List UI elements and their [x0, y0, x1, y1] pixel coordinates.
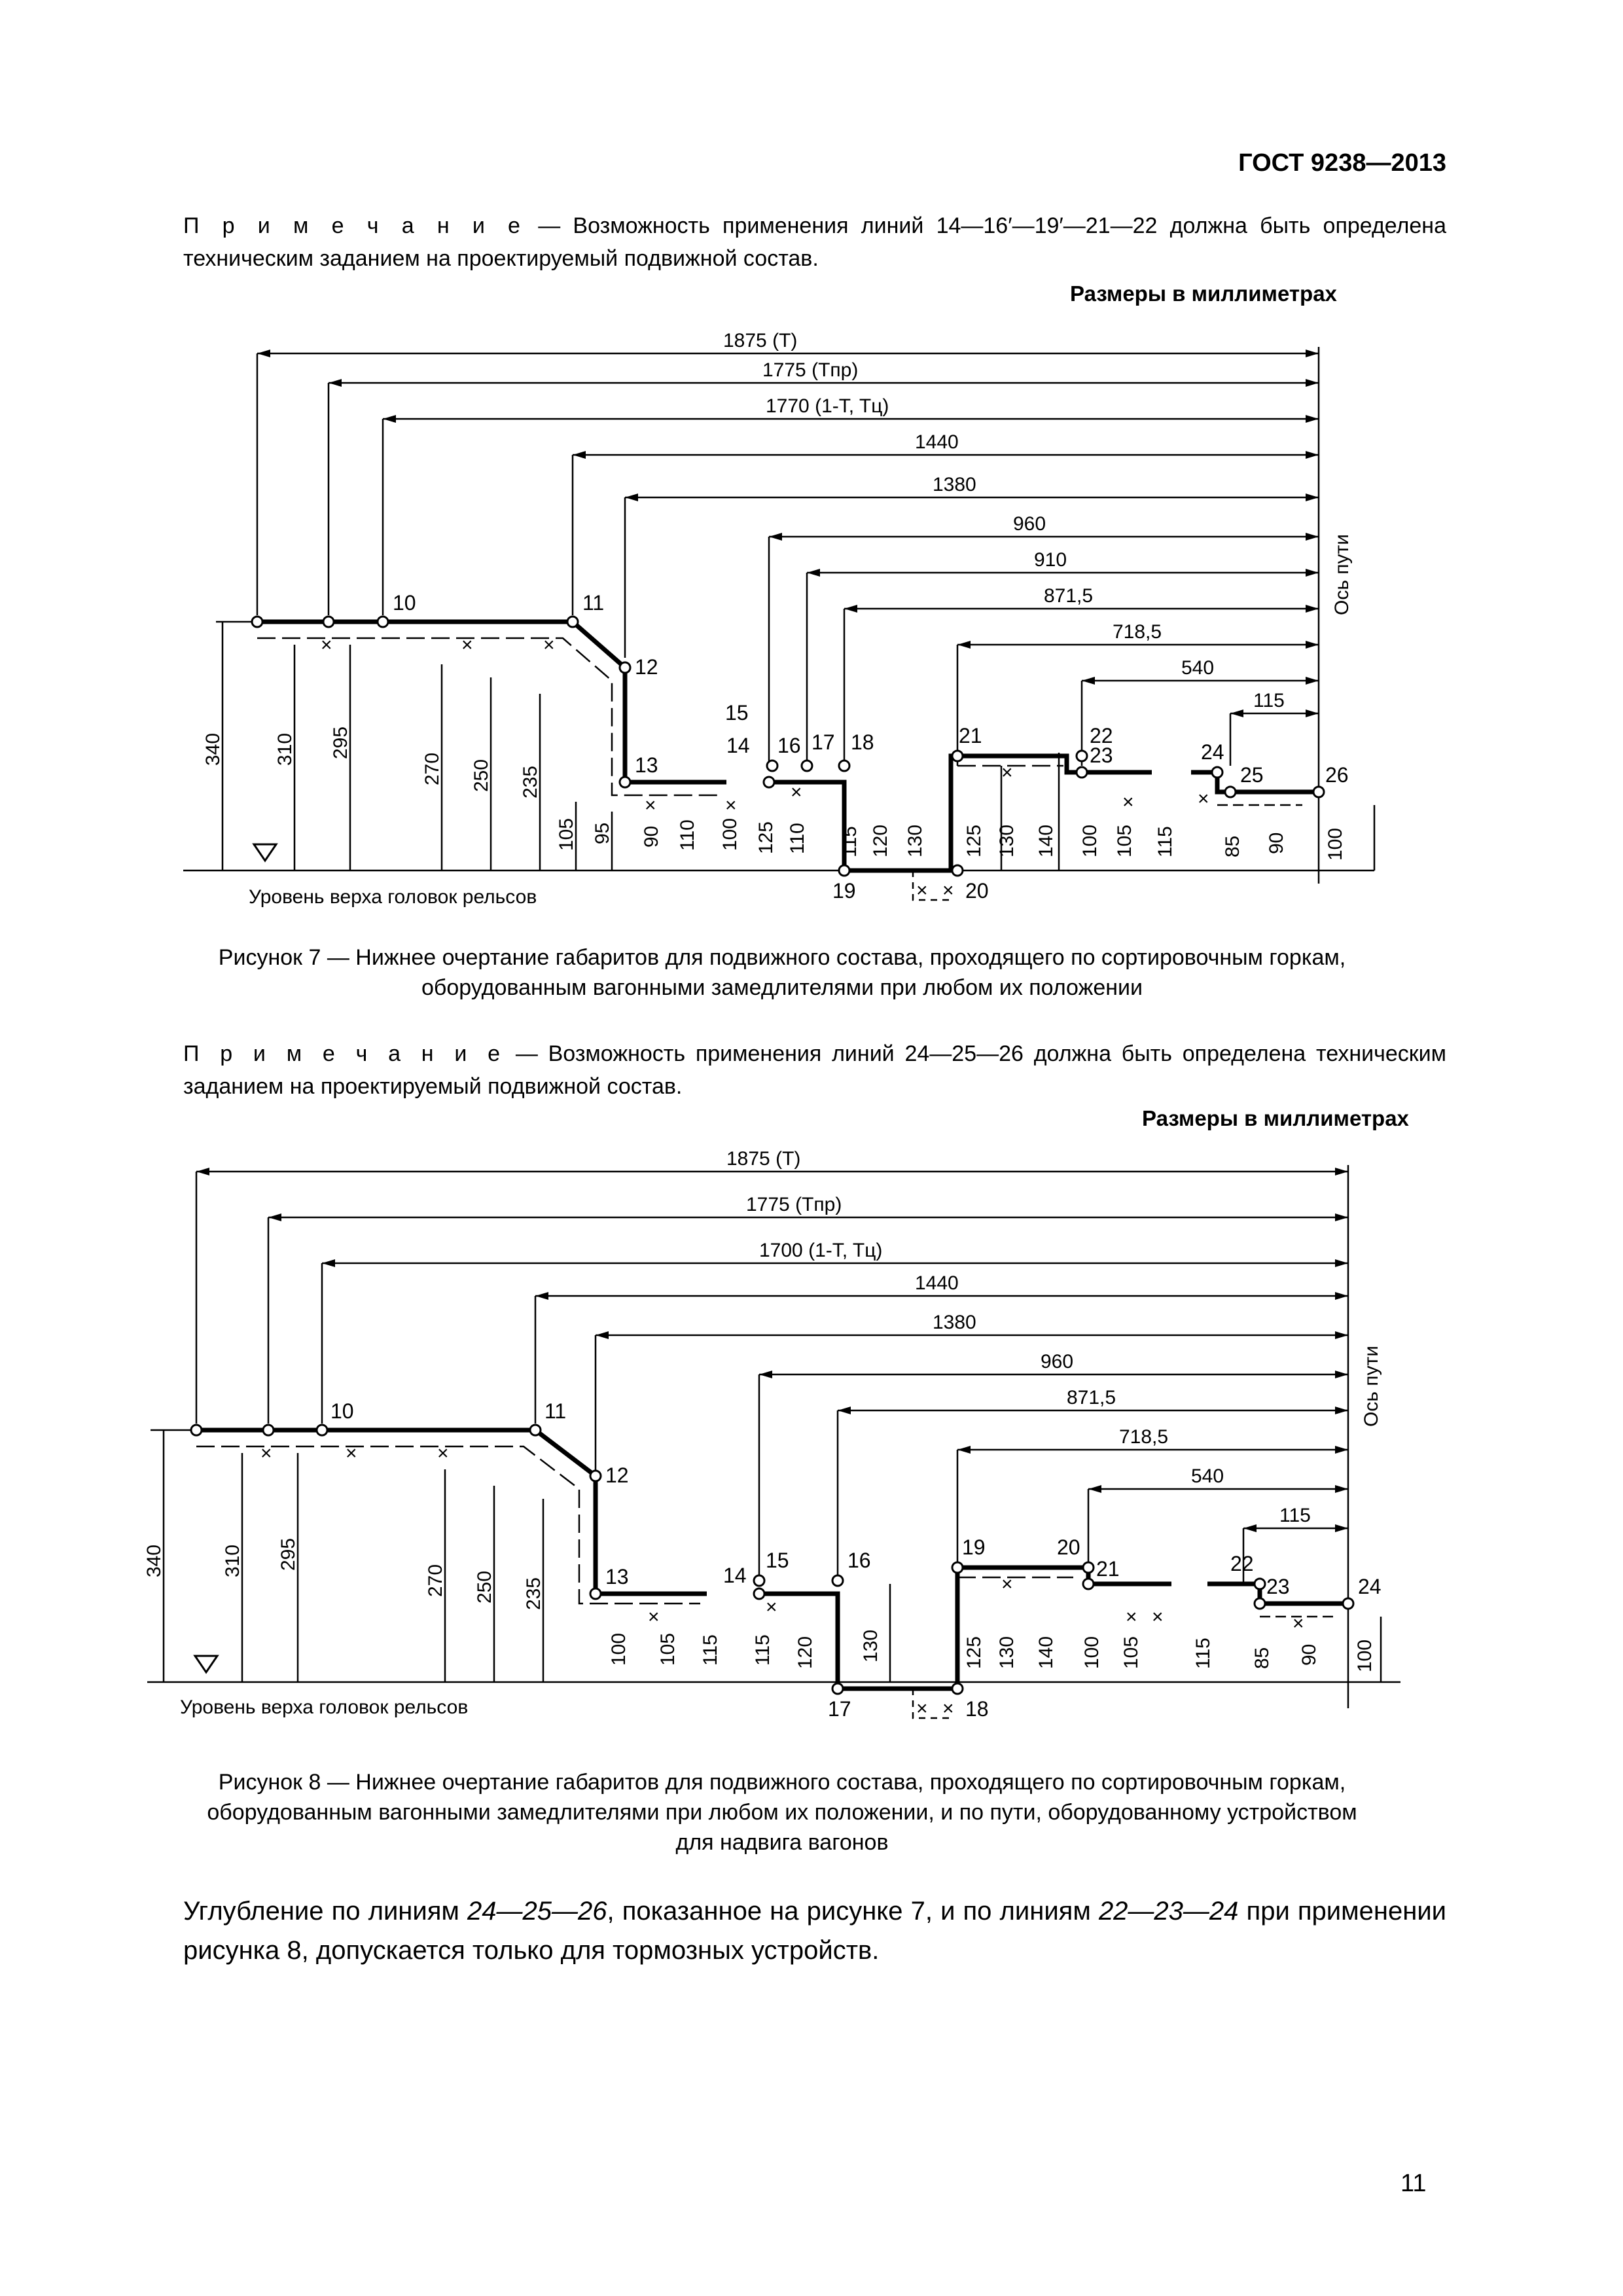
fig8-vdim-250: 250 [474, 1570, 495, 1604]
fig8-dim-1380: 1380 [933, 1312, 976, 1333]
svg-text:1875 (T) [723, 330, 797, 351]
units-label-fig8: Размеры в миллиметрах [1142, 1106, 1409, 1130]
fig8-pt-11: 11 [544, 1399, 567, 1423]
svg-text:×: × [942, 880, 954, 901]
fig7-pt-16: 16 [777, 734, 801, 757]
fig7-axis-label: Ось пути [1331, 533, 1353, 615]
fig7-pt-24: 24 [1201, 740, 1224, 764]
fig8-rail-label: Уровень верха головок рельсов [180, 1696, 469, 1718]
figure-7-caption [118, 942, 1446, 1003]
fig8-vdim-100b: 100 [1081, 1636, 1103, 1669]
fig7-vdim-90: 90 [641, 825, 662, 848]
fig7-vdim-85: 85 [1222, 835, 1243, 857]
note-1-label: П р и м е ч а н и е [183, 213, 526, 238]
fig8-vdim-130: 130 [860, 1629, 882, 1662]
fig7-vdim-125b: 125 [963, 824, 985, 857]
fig8-vdim-270: 270 [425, 1564, 446, 1597]
fig8-vdim-100c: 100 [1354, 1639, 1376, 1672]
note-2 [118, 1037, 1446, 1103]
fig7-vdim-250: 250 [471, 759, 492, 792]
page-number: 11 [1400, 2170, 1427, 2197]
fig7-dim-115: 115 [1253, 690, 1285, 711]
svg-text:×: × [942, 1698, 954, 1719]
fig7-dim-718-5: 718,5 [1113, 621, 1162, 643]
fig8-pt-18: 18 [965, 1697, 989, 1721]
svg-text:×: × [321, 634, 332, 656]
fig7-dim-540: 540 [1181, 657, 1215, 679]
svg-text:×: × [346, 1443, 357, 1464]
svg-text:×: × [1198, 788, 1209, 810]
fig8-pt-17: 17 [828, 1697, 851, 1721]
fig7-vdim-130b: 130 [996, 824, 1018, 857]
figure-7-drawing [0, 308, 1623, 936]
fig7-rail-label: Уровень верха головок рельсов [249, 886, 537, 908]
fig7-vdim-90b: 90 [1266, 832, 1287, 854]
fig7-vdim-110: 110 [677, 819, 698, 851]
fig7-pt-10: 10 [393, 591, 416, 615]
fig8-pt-22: 22 [1230, 1552, 1254, 1575]
units-label-fig7: Размеры в миллиметрах [1070, 281, 1337, 306]
fig7-vdim-120: 120 [870, 824, 891, 857]
fig8-vdim-235: 235 [523, 1577, 544, 1610]
fig8-vdim-340: 340 [143, 1544, 165, 1577]
svg-text:×: × [916, 1698, 928, 1719]
fig8-pt-14: 14 [723, 1564, 747, 1587]
fig7-vdim-100c: 100 [1325, 827, 1346, 861]
fig7-outline [257, 622, 1319, 900]
fig8-pt-15: 15 [766, 1549, 789, 1572]
fig8-point-labels [330, 1399, 1382, 1721]
fig8-horizontal-dim-labels [726, 1148, 1311, 1526]
fig7-vdim-130: 130 [904, 824, 926, 857]
fig7-vdim-115: 115 [839, 826, 861, 857]
svg-text:1440 [915, 431, 959, 453]
fig8-dim-1775: 1775 (Tпр) [746, 1194, 842, 1215]
fig8-pt-23: 23 [1266, 1575, 1290, 1598]
fig8-vdim-115: 115 [700, 1634, 721, 1666]
fig7-dim-960: 960 [1013, 513, 1046, 535]
fig8-vdim-115c: 115 [1192, 1638, 1214, 1669]
svg-text:×: × [1293, 1613, 1304, 1634]
fig8-rail-level-marker [195, 1656, 217, 1672]
svg-text:×: × [1001, 762, 1013, 783]
svg-text:×: × [1122, 791, 1134, 813]
svg-text:1775 (Tпр) [762, 359, 858, 381]
fig8-dim-115: 115 [1279, 1505, 1311, 1526]
svg-text:960 [1013, 513, 1046, 535]
fig7-pt-11: 11 [582, 591, 605, 615]
fig7-dim-871-5: 871,5 [1044, 585, 1094, 607]
fig8-vdim-140: 140 [1035, 1636, 1057, 1669]
paragraph-lines-ref-2: 22—23—24 [1098, 1897, 1239, 1926]
paragraph-part-2: , показанное на рисунке 7, и по линиям [607, 1897, 1099, 1926]
fig7-dim-1380: 1380 [933, 474, 976, 495]
svg-text:×: × [791, 781, 802, 803]
figure-7-caption-line-2: оборудованным вагонными замедлителями при любом их положении [421, 975, 1143, 1000]
fig8-dim-871-5: 871,5 [1067, 1387, 1116, 1408]
figure-8-caption-line-2: оборудованным вагонными замедлителями при любом их положении, и по пути, оборудованному устройством [207, 1800, 1357, 1825]
fig8-dim-718-5: 718,5 [1119, 1426, 1169, 1448]
fig8-dim-1875: 1875 (T) [726, 1148, 801, 1170]
note-2-label: П р и м е ч а н и е [183, 1041, 506, 1066]
fig8-pt-24: 24 [1358, 1575, 1382, 1598]
fig7-cross-marks [321, 634, 1209, 901]
fig7-pt-12: 12 [635, 655, 658, 679]
fig8-cross-marks [260, 1443, 1304, 1719]
fig8-dim-540: 540 [1191, 1465, 1224, 1487]
fig7-vdim-140: 140 [1035, 824, 1057, 857]
fig7-dim-1875: 1875 (T) [723, 330, 798, 351]
fig7-pt-26: 26 [1325, 763, 1349, 787]
fig7-vdim-100b: 100 [1079, 824, 1101, 857]
fig8-axis-label: Ось пути [1361, 1345, 1382, 1427]
figure-8-caption-line-3: для надвига вагонов [675, 1830, 889, 1855]
fig7-vdim-270: 270 [421, 752, 443, 785]
note-1 [118, 209, 1446, 275]
fig7-pt-25: 25 [1240, 763, 1264, 787]
fig7-pt-17: 17 [812, 730, 835, 754]
svg-text:540 [1181, 657, 1214, 679]
figure-8-drawing [0, 1132, 1623, 1761]
fig8-dim-960: 960 [1041, 1351, 1074, 1372]
note-2-text: — Возможность применения линий 24—25—26 должна быть определена техническим заданием на проектируемый подвижной состав. [183, 1041, 1446, 1099]
svg-text:1770 (1-T, Tц) [766, 395, 889, 417]
fig7-vdim-340: 340 [202, 732, 224, 766]
fig8-dim-1700: 1700 (1-T, Tц) [759, 1240, 883, 1261]
fig8-arrows [196, 1168, 1348, 1532]
fig8-vdim-115b: 115 [752, 1634, 774, 1666]
fig7-vdim-310: 310 [274, 732, 296, 766]
fig8-pt-20: 20 [1057, 1535, 1080, 1559]
fig7-pt-21: 21 [959, 724, 982, 747]
fig7-pt-14: 14 [726, 734, 750, 757]
fig7-dim-1775: 1775 (Tпр) [762, 359, 859, 381]
fig7-dim-910: 910 [1034, 549, 1067, 571]
svg-text:×: × [766, 1596, 777, 1618]
fig7-dim-1770: 1770 (1-T, Tц) [766, 395, 889, 417]
fig8-vdim-90: 90 [1298, 1643, 1320, 1666]
fig8-pt-16: 16 [847, 1549, 871, 1572]
fig7-vdim-110b: 110 [787, 823, 808, 854]
fig7-vdim-95: 95 [592, 822, 613, 844]
fig8-pt-10: 10 [330, 1399, 354, 1423]
fig7-vdim-115b: 115 [1154, 826, 1176, 857]
fig7-vdim-100: 100 [719, 817, 741, 851]
fig8-vdim-105b: 105 [1120, 1636, 1142, 1669]
fig7-pt-23: 23 [1090, 744, 1113, 767]
fig7-pt-19: 19 [832, 879, 856, 903]
fig8-pt-19: 19 [962, 1535, 986, 1559]
svg-text:×: × [645, 795, 656, 816]
svg-text:871,5 [1044, 585, 1093, 607]
paragraph-lines-ref-1: 24—25—26 [467, 1897, 607, 1926]
svg-text:×: × [1001, 1573, 1013, 1595]
fig7-vdim-105: 105 [556, 817, 577, 851]
fig8-vdim-125: 125 [963, 1636, 985, 1669]
fig7-vdim-295: 295 [330, 726, 351, 759]
svg-text:×: × [260, 1443, 272, 1464]
fig8-vdim-85: 85 [1251, 1647, 1273, 1669]
fig7-pt-13: 13 [635, 753, 658, 777]
svg-text:×: × [1126, 1606, 1137, 1628]
fig7-pt-18: 18 [851, 730, 874, 754]
fig7-vdim-105b: 105 [1114, 824, 1135, 857]
svg-text:×: × [461, 634, 473, 656]
fig7-dimension-lines [183, 347, 1374, 884]
figure-7-caption-line-1: Рисунок 7 — Нижнее очертание габаритов для подвижного состава, проходящего по сортировочным горкам, [218, 945, 1346, 970]
fig7-dim-1440: 1440 [915, 431, 959, 453]
fig8-vdim-100: 100 [608, 1632, 630, 1666]
svg-text:×: × [648, 1606, 660, 1628]
fig7-vdim-235: 235 [520, 765, 541, 798]
standard-header: ГОСТ 9238—2013 [1238, 149, 1446, 177]
figure-8-caption [118, 1767, 1446, 1857]
body-paragraph [118, 1892, 1446, 1970]
fig7-pt-15: 15 [725, 701, 749, 725]
fig8-outline [196, 1430, 1348, 1718]
fig7-pt-22: 22 [1090, 724, 1113, 747]
fig7-rail-level-marker [254, 844, 276, 861]
svg-text:×: × [543, 634, 555, 656]
fig7-vertical-dim-labels [202, 726, 1346, 861]
fig8-pt-12: 12 [605, 1463, 629, 1487]
fig8-dim-1440: 1440 [915, 1272, 959, 1294]
svg-text:718,5 [1113, 621, 1162, 643]
svg-text:115 [1253, 690, 1285, 711]
fig8-vdim-105: 105 [657, 1632, 679, 1666]
fig8-pt-13: 13 [605, 1565, 629, 1588]
note-1-text: — Возможность применения линий 14—16′—19′—21—22 должна быть определена техническим заданием на проектируемый подвижной состав. [183, 213, 1446, 271]
fig8-vdim-310: 310 [222, 1544, 243, 1577]
fig8-pt-21: 21 [1096, 1557, 1120, 1581]
svg-text:×: × [1152, 1606, 1164, 1628]
svg-text:910 [1034, 549, 1067, 571]
figure-8-caption-line-1: Рисунок 8 — Нижнее очертание габаритов для подвижного состава, проходящего по сортировочным горкам, [218, 1770, 1346, 1795]
svg-text:×: × [725, 795, 737, 816]
fig7-vdim-125: 125 [755, 821, 777, 854]
svg-text:×: × [916, 880, 928, 901]
fig8-vdim-130b: 130 [996, 1636, 1018, 1669]
fig8-vdim-295: 295 [277, 1537, 299, 1571]
paragraph-part-1: Углубление по линиям [183, 1897, 468, 1926]
fig8-vdim-120: 120 [794, 1636, 816, 1669]
fig7-pt-20: 20 [965, 879, 989, 903]
svg-text:×: × [437, 1443, 449, 1464]
paragraph-part-3: при применении рисунка 8, допускается только для тормозных устройств. [183, 1897, 1447, 1965]
svg-text:1380 [933, 474, 976, 495]
